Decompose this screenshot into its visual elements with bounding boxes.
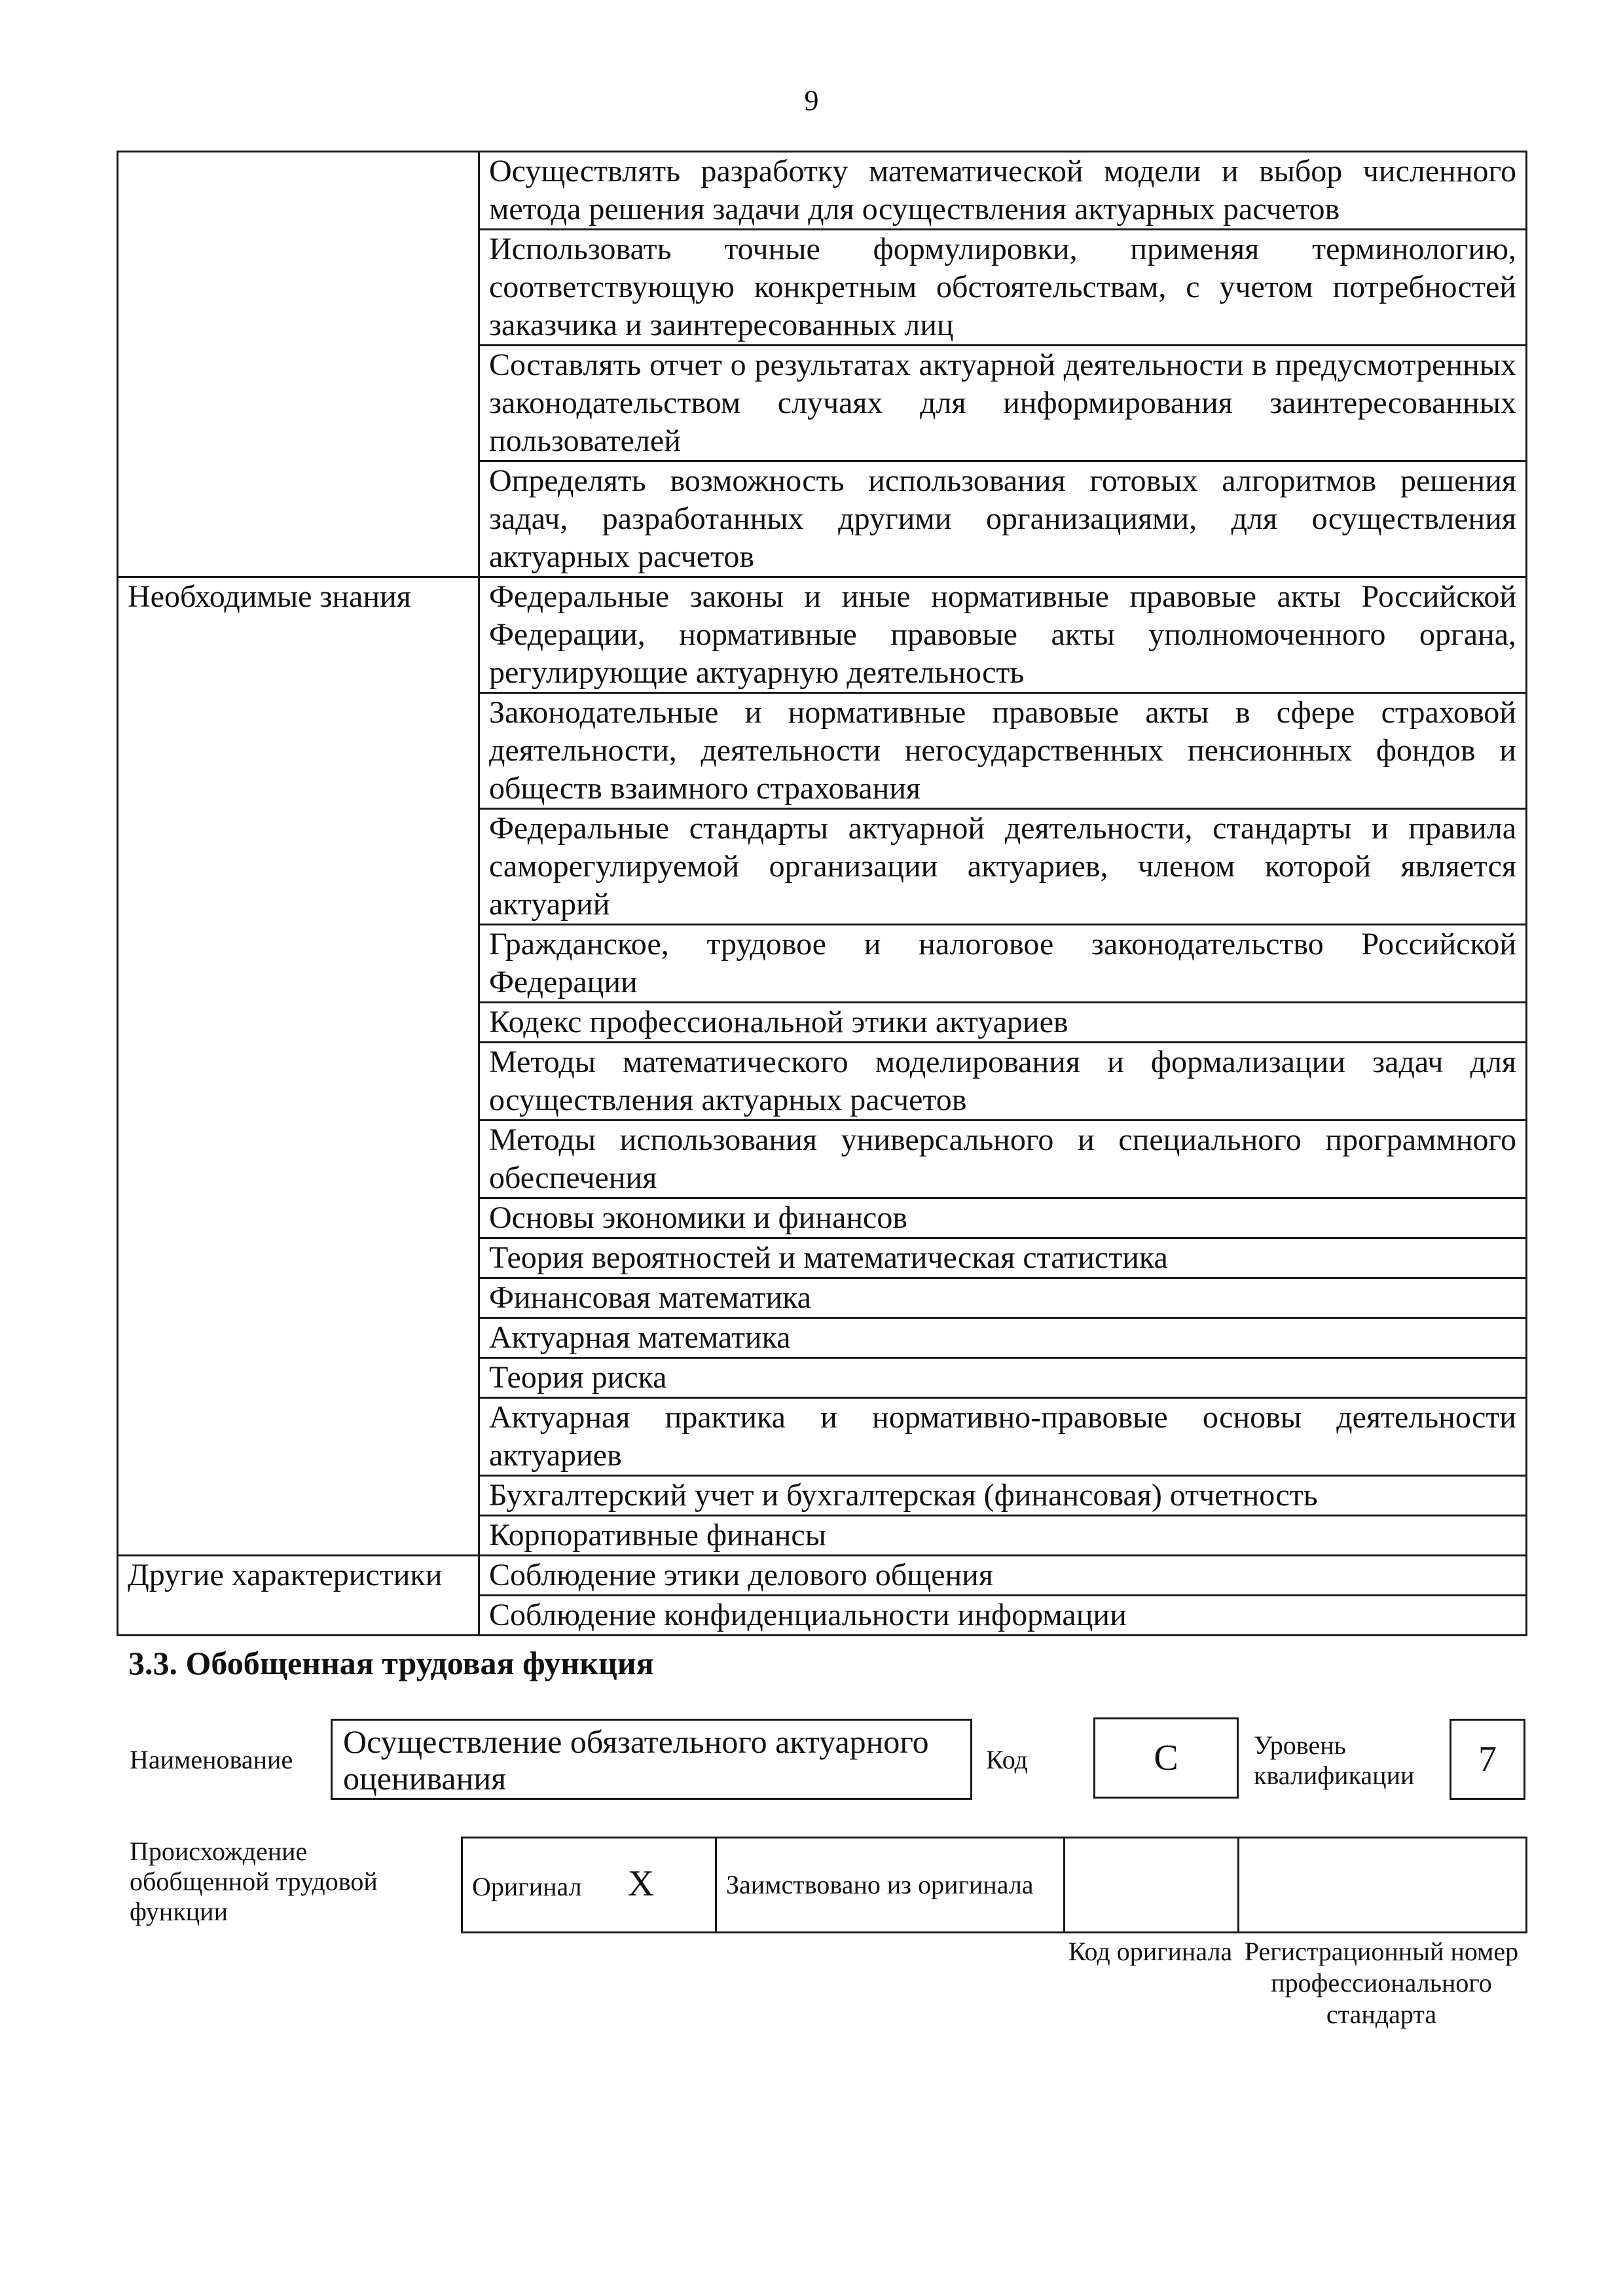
table-cell: Методы математического моделирования и формализации задач для осуществления актуарных расчетов bbox=[479, 1043, 1527, 1121]
table-row bbox=[118, 1556, 1527, 1596]
function-code-box: С bbox=[1093, 1717, 1239, 1799]
original-label: Оригинал bbox=[472, 1871, 582, 1901]
table-cell: Корпоративные финансы bbox=[479, 1516, 1527, 1556]
origin-original-cell bbox=[462, 1838, 716, 1933]
table-cell: Законодательные и нормативные правовые акты в сфере страховой деятельности, деятельности негосударственных пенсионных фондов и обществ взаимного страхования bbox=[479, 693, 1527, 809]
table-cell: Кодекс профессиональной этики актуариев bbox=[479, 1003, 1527, 1043]
reg-number-caption: Регистрационный номер профессионального стандарта bbox=[1244, 1937, 1519, 2029]
code-label: Код bbox=[986, 1745, 1028, 1774]
qualification-level-box: 7 bbox=[1450, 1719, 1525, 1800]
knowledge-table bbox=[117, 151, 1527, 1636]
table-cell: Актуарная практика и нормативно-правовые основы деятельности актуариев bbox=[479, 1398, 1527, 1476]
table-row bbox=[118, 577, 1527, 693]
section-heading: 3.3. Обобщенная трудовая функция bbox=[128, 1645, 654, 1681]
table-row bbox=[118, 152, 1527, 230]
name-label: Наименование bbox=[130, 1745, 293, 1774]
table-cell: Теория вероятностей и математическая статистика bbox=[479, 1238, 1527, 1278]
table-cell: Основы экономики и финансов bbox=[479, 1198, 1527, 1238]
table-cell: Осуществлять разработку математической модели и выбор численного метода решения задачи для осуществления актуарных расчетов bbox=[479, 152, 1527, 230]
table-cell: Финансовая математика bbox=[479, 1278, 1527, 1318]
original-mark: X bbox=[627, 1863, 655, 1904]
reg-number-cell bbox=[1239, 1838, 1527, 1933]
table-cell: Федеральные законы и иные нормативные правовые акты Российской Федерации, нормативные правовые акты уполномоченного органа, регулирующие актуарную деятельность bbox=[479, 577, 1527, 693]
code-original-cell bbox=[1065, 1838, 1239, 1933]
row-label bbox=[118, 152, 479, 577]
table-cell: Определять возможность использования готовых алгоритмов решения задач, разработанных другими организациями, для осуществления актуарных расчетов bbox=[479, 461, 1527, 577]
page-number: 9 bbox=[804, 84, 819, 117]
function-name-box: Осуществление обязательного актуарного оценивания bbox=[331, 1719, 972, 1800]
table-cell: Методы использования универсального и специального программного обеспечения bbox=[479, 1121, 1527, 1198]
table-cell: Бухгалтерский учет и бухгалтерская (финансовая) отчетность bbox=[479, 1476, 1527, 1516]
table-cell: Теория риска bbox=[479, 1358, 1527, 1398]
origin-label: Происхождение обобщенной трудовой функции bbox=[130, 1837, 378, 1926]
table-cell: Составлять отчет о результатах актуарной деятельности в предусмотренных законодательством случаях для информирования заинтересованных пользователей bbox=[479, 346, 1527, 461]
table-cell: Использовать точные формулировки, применяя терминологию, соответствующую конкретным обстоятельствам, с учетом потребностей заказчика и заинтересованных лиц bbox=[479, 230, 1527, 346]
level-label: Уровень квалификации bbox=[1254, 1731, 1415, 1790]
borrowed-label: Заимствовано из оригинала bbox=[716, 1838, 1065, 1933]
row-label-other-characteristics: Другие характеристики bbox=[118, 1556, 479, 1636]
table-cell: Актуарная математика bbox=[479, 1318, 1527, 1358]
table-cell: Соблюдение этики делового общения bbox=[479, 1556, 1527, 1596]
origin-row bbox=[462, 1838, 1527, 1933]
origin-table bbox=[461, 1837, 1527, 1933]
table-cell: Федеральные стандарты актуарной деятельности, стандарты и правила саморегулируемой организации актуариев, членом которой является актуарий bbox=[479, 809, 1527, 925]
code-original-caption: Код оригинала bbox=[1068, 1937, 1233, 1966]
table-cell: Соблюдение конфиденциальности информации bbox=[479, 1596, 1527, 1636]
table-cell: Гражданское, трудовое и налоговое законодательство Российской Федерации bbox=[479, 925, 1527, 1003]
row-label-required-knowledge: Необходимые знания bbox=[118, 577, 479, 1556]
